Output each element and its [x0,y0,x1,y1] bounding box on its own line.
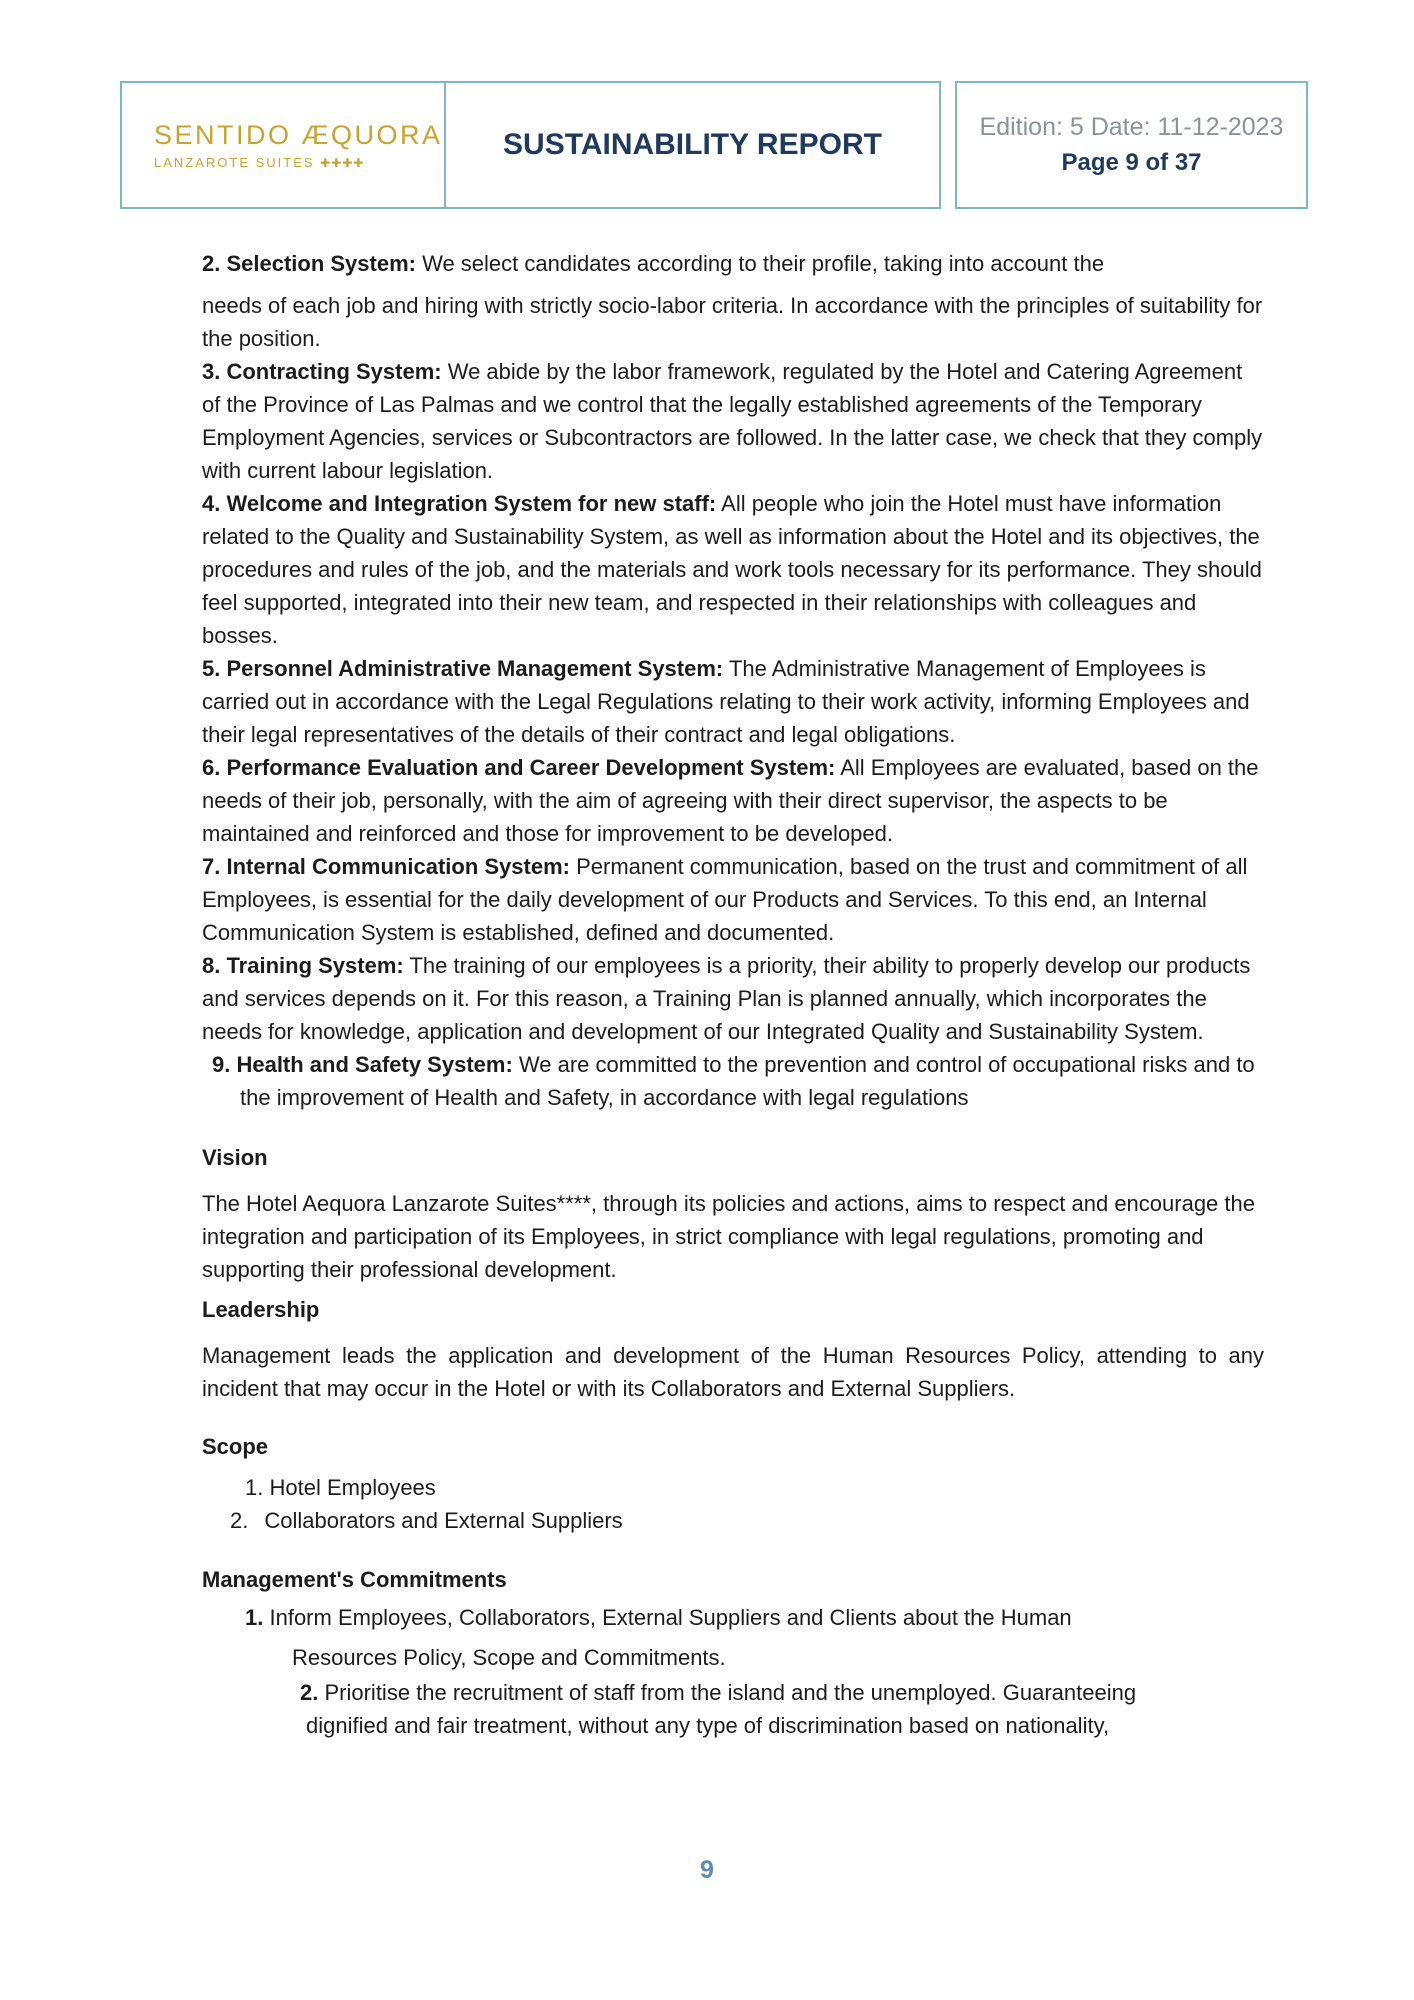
list-number: 1. [245,1605,264,1630]
scope-item-hotel-employees [245,1471,1264,1504]
page-indicator: Page 9 of 37 [1061,149,1202,176]
commitment-item-2-continued: dignified and fair treatment, without any type of discrimination based on nationality, [306,1713,1110,1738]
paragraph-text: Permanent communication, based on the trust and commitment of all Employees, is essential for the daily development of our Products and Services. To this end, an Internal Communication System is established, defined and documented. [202,854,1248,945]
hotel-logo-subtitle [154,155,444,170]
paragraph-lead: 5. Personnel Administrative Management System: [202,656,724,681]
paragraph-lead: 3. Contracting System: [202,359,442,384]
paragraph-lead: 9. Health and Safety System: [212,1052,513,1077]
paragraph-text: The Administrative Management of Employees is carried out in accordance with the Legal Regulations relating to their work activity, informing Employees and their legal representatives of the details of their contract and legal obligations. [202,656,1250,747]
logo-cell [122,83,446,207]
paragraph-selection-system-cont [202,289,1264,355]
header-page-box [955,81,1308,209]
paragraph-text: needs of each job and hiring with strictly socio-labor criteria. In accordance with the principles of suitability for the position. [202,293,1263,351]
paragraph-health-safety-system [212,1048,1264,1114]
list-number: 2. [230,1508,249,1533]
logo-stars-icon: ✚✚✚✚ [320,156,365,170]
document-body [202,247,1264,1742]
list-item-text: Collaborators and External Suppliers [264,1508,623,1533]
list-number: 2. [300,1680,319,1705]
list-item-text: Hotel Employees [269,1475,436,1500]
commitment-item-1 [245,1601,1264,1634]
paragraph-personnel-admin-system [202,652,1264,751]
list-number: 1. [245,1475,264,1500]
title-cell [446,83,939,207]
paragraph-lead: 6. Performance Evaluation and Career Development System: [202,755,836,780]
leadership-heading: Leadership [202,1297,320,1322]
leadership-paragraph: Management leads the application and development of the Human Resources Policy, attending to any incident that may occur in the Hotel or with its Collaborators and External Suppliers. [202,1343,1264,1401]
paragraph-lead: 4. Welcome and Integration System for new staff: [202,491,717,516]
paragraph-lead: 2. Selection System: [202,251,416,276]
paragraph-selection-system [202,247,1264,280]
report-title: SUSTAINABILITY REPORT [503,128,882,161]
commitments-heading: Management's Commitments [202,1567,507,1592]
paragraph-text: All Employees are evaluated, based on the needs of their job, personally, with the aim of agreeing with their direct supervisor, the aspects to be maintained and reinforced and those for improvement to be developed. [202,755,1259,846]
scope-heading: Scope [202,1434,269,1459]
report-header [120,81,1308,209]
paragraph-internal-communication-system [202,850,1264,949]
scope-item-collaborators-suppliers [230,1504,1264,1537]
paragraph-welcome-integration-system [202,487,1264,652]
paragraph-training-system [202,949,1264,1048]
header-cell-gap [941,81,955,209]
paragraph-contracting-system [202,355,1264,487]
paragraph-lead: 8. Training System: [202,953,404,978]
edition-date: Edition: 5 Date: 11-12-2023 [979,113,1284,141]
list-item-text: Prioritise the recruitment of staff from the island and the unemployed. Guaranteeing [324,1680,1137,1705]
paragraph-performance-evaluation-system [202,751,1264,850]
vision-heading: Vision [202,1145,268,1170]
scope-list [202,1471,1264,1537]
list-item-text: Inform Employees, Collaborators, External Suppliers and Clients about the Human [269,1605,1072,1630]
paragraph-text: We abide by the labor framework, regulated by the Hotel and Catering Agreement of the Province of Las Palmas and we control that the legally established agreements of the Temporary Employment Agencies, services or Subcontractors are followed. In the latter case, we check that they comply with current labour legislation. [202,359,1263,483]
commitment-item-1-continued: Resources Policy, Scope and Commitments. [292,1645,726,1670]
paragraph-text: The training of our employees is a priority, their ability to properly develop our products and services depends on it. For this reason, a Training Plan is planned annually, which incorporates the needs for knowledge, application and development of our Integrated Quality and Sustainability System. [202,953,1251,1044]
paragraph-text: All people who join the Hotel must have information related to the Quality and Sustainability System, as well as information about the Hotel and its objectives, the procedures and rules of the job, and the materials and work tools necessary for its performance. They should feel supported, integrated into their new team, and respected in their relationships with colleagues and bosses. [202,491,1262,648]
footer-page-number: 9 [700,1856,714,1884]
header-main-box [120,81,941,209]
commitment-item-2 [300,1676,1264,1709]
paragraph-text: We select candidates according to their profile, taking into account the [415,251,1105,276]
paragraph-text: We are committed to the prevention and control of occupational risks and to the improvement of Health and Safety, in accordance with legal regulations [240,1052,1255,1110]
vision-paragraph: The Hotel Aequora Lanzarote Suites****, through its policies and actions, aims to respect and encourage the integration and participation of its Employees, in strict compliance with legal regulations, promoting and supporting their professional development. [202,1191,1255,1282]
paragraph-lead: 7. Internal Communication System: [202,854,570,879]
hotel-logo: SENTIDO ÆQUORA [154,120,443,150]
logo-subtitle-text: LANZAROTE SUITES [154,155,315,170]
